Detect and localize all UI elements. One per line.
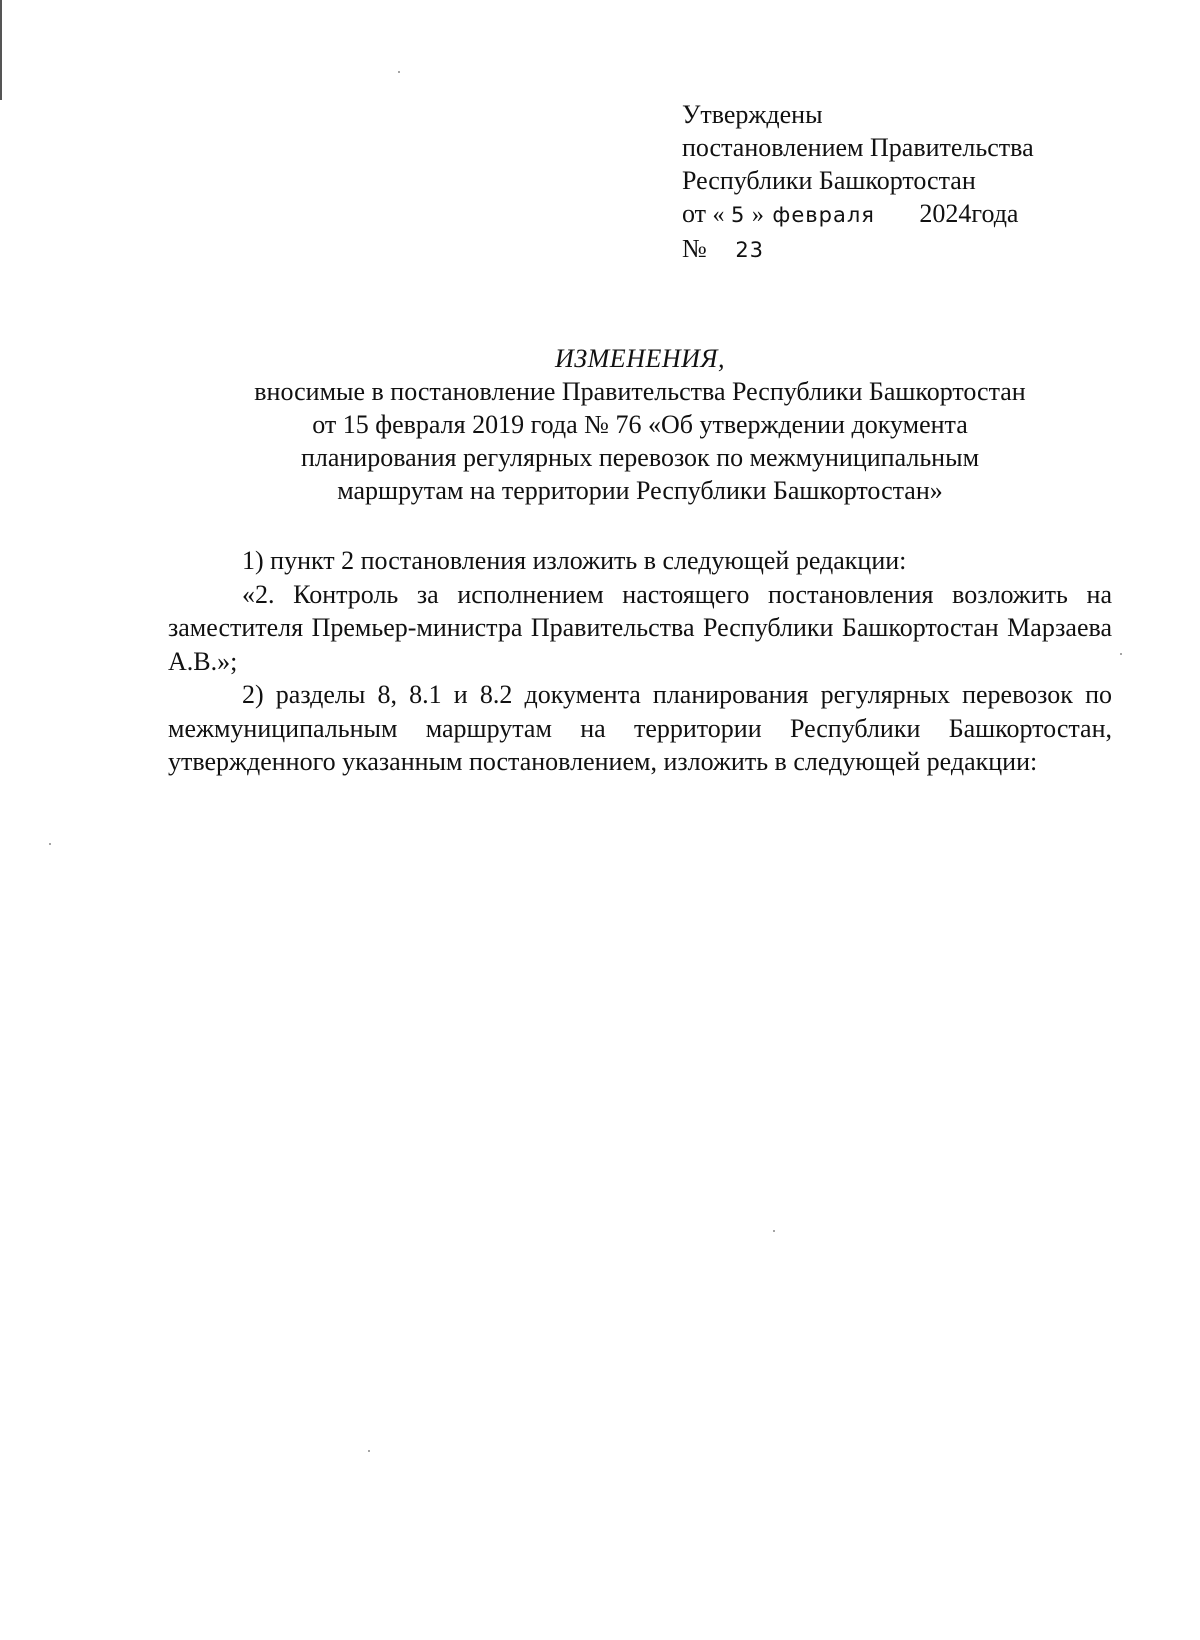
heading-title: ИЗМЕНЕНИЯ, <box>555 344 725 373</box>
number-label: № <box>682 234 707 263</box>
heading-line: вносимые в постановление Правительства Республики Башкортостан <box>254 377 1026 406</box>
number-value: 23 <box>735 238 765 262</box>
scan-speck <box>368 1450 370 1452</box>
approval-number <box>682 232 1034 267</box>
date-year: 2024года <box>919 199 1019 228</box>
quote-close: » <box>751 202 764 228</box>
body-paragraph-3: 2) разделы 8, 8.1 и 8.2 документа планирования регулярных перевозок по межмуниципальным маршрутам на территории Республики Башкортостан, утвержденного указанным постановлением, изложить в следующей редакции: <box>168 680 1112 776</box>
scan-speck <box>1120 653 1122 655</box>
scan-speck <box>49 843 51 845</box>
approval-date <box>682 197 1034 232</box>
heading-line: маршрутам на территории Республики Башкортостан» <box>337 476 943 505</box>
quote-open: « <box>712 202 725 228</box>
heading-line: от 15 февраля 2019 года № 76 «Об утверждении документа <box>312 410 968 439</box>
scan-speck <box>398 71 400 73</box>
scan-speck <box>773 1230 775 1232</box>
body-paragraph-2: «2. Контроль за исполнением настоящего постановления возложить на заместителя Премьер-министра Правительства Республики Башкортостан Марзаева А.В.»; <box>168 579 1112 676</box>
date-month: февраля <box>772 203 875 227</box>
body-paragraph-1: 1) пункт 2 постановления изложить в следующей редакции: <box>242 546 907 575</box>
document-heading <box>160 342 1120 507</box>
approval-stamp-block <box>682 98 1034 267</box>
date-day: 5 <box>731 203 746 227</box>
scan-edge-mark <box>0 0 2 100</box>
approval-line-2: постановлением Правительства <box>682 133 1034 162</box>
document-body <box>168 544 1112 779</box>
heading-line: планирования регулярных перевозок по межмуниципальным <box>300 443 980 472</box>
date-prefix: от <box>682 199 707 228</box>
approval-line-1: Утверждены <box>682 100 823 129</box>
approval-line-3: Республики Башкортостан <box>682 166 976 195</box>
